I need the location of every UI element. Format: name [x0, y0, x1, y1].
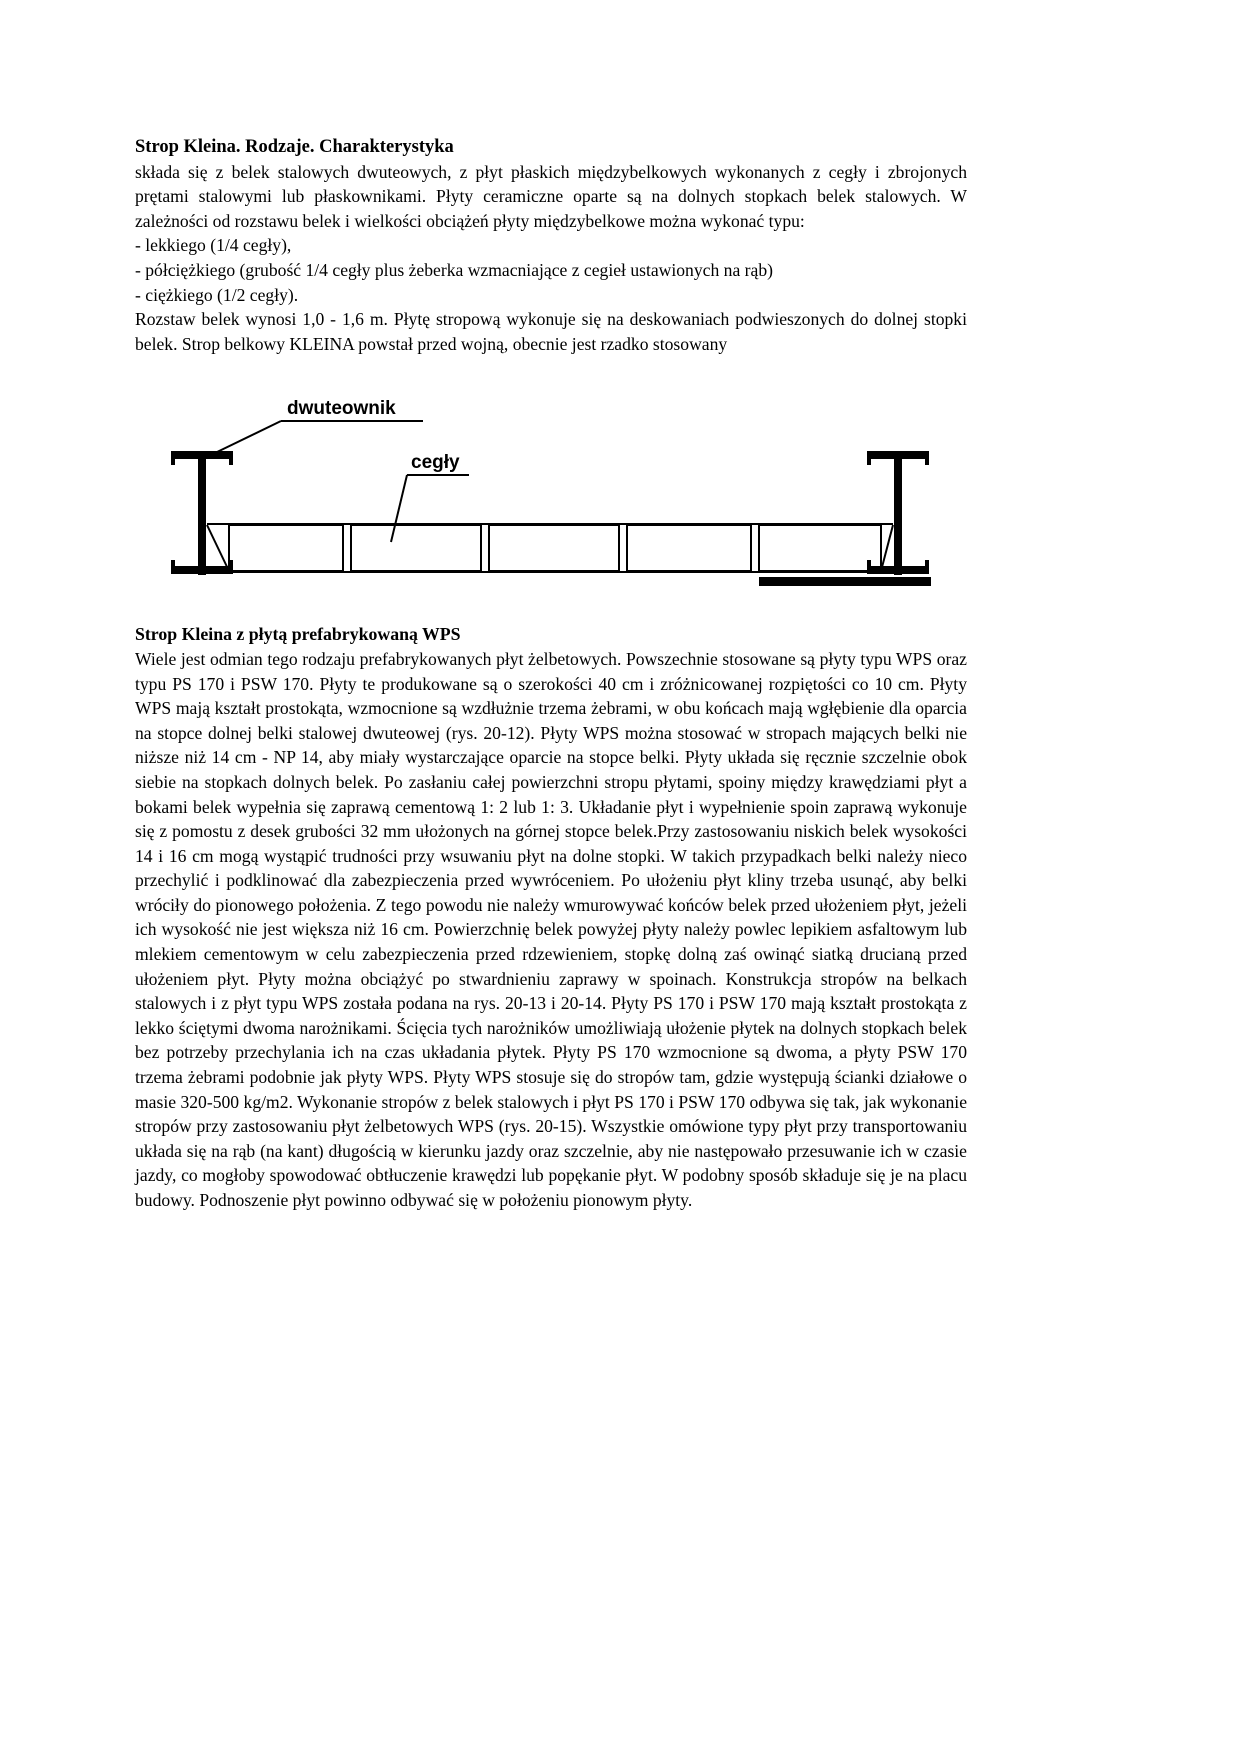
list-item: - półciężkiego (grubość 1/4 cegły plus żeberka wzmacniające z cegieł ustawionych na rąb) [135, 259, 773, 280]
brick [489, 525, 619, 571]
brick [351, 525, 481, 571]
brick [627, 525, 751, 571]
brick [759, 525, 881, 571]
document-page [135, 135, 967, 1213]
i-beam-right [867, 451, 929, 575]
brick [229, 525, 343, 571]
label-cegly: cegły [411, 452, 460, 474]
klein-floor-diagram [165, 394, 935, 596]
document-title: Strop Kleina. Rodzaje. Charakterystyka [135, 137, 454, 157]
leader-line-bricks [391, 475, 407, 542]
i-beam-left [171, 451, 233, 575]
klein-floor-diagram-svg [165, 394, 935, 596]
figure-labels [215, 398, 469, 542]
section-heading-wps: Strop Kleina z płytą prefabrykowaną WPS [135, 624, 461, 645]
outro-paragraph: Rozstaw belek wynosi 1,0 - 1,6 m. Płytę stropową wykonuje się na deskowaniach podwieszonych do dolnej stopki belek. Strop belkowy KLEINA powstał przed wojną, obecnie jest rzadko stosowany [135, 309, 967, 354]
brick-bevel-right [881, 525, 893, 571]
brick-plate-row [207, 524, 931, 586]
label-dwuteownik: dwuteownik [287, 398, 396, 420]
brick-bevel-left [207, 525, 229, 571]
bottom-flange-bar [759, 577, 931, 586]
type-list [135, 233, 967, 307]
leader-line-beam [215, 421, 281, 453]
list-item: - lekkiego (1/4 cegły), [135, 235, 292, 256]
wps-paragraph: Wiele jest odmian tego rodzaju prefabrykowanych płyt żelbetowych. Powszechnie stosowane są płyty typu WPS oraz typu PS 170 i PSW 170. Płyty te produkowane są o szerokości 40 cm i zróżnicowanej rozpiętości co 10 cm. Płyty WPS mają kształt prostokąta, wzmocnione są wzdłużnie trzema żebrami, w obu końcach mają wgłębienie dla oparcia na stopce dolnej belki stalowej dwuteowej (rys. 20-12). Płyty WPS można stosować w stropach mających belki nie niższe niż 14 cm - NP 14, aby miały wystarczające oparcie na stopce belki. Płyty układa się ręcznie szczelnie obok siebie na stopkach dolnych belek. Po zasłaniu całej powierzchni stropu płytami, spoiny między krawędziami płyt a bokami belek wypełnia się zaprawą cementową 1: 2 lub 1: 3. Układanie płyt i wypełnienie spoin zaprawą wykonuje się z pomostu z desek grubości 32 mm ułożonych na górnej stopce belek.Przy zastosowaniu niskich belek wysokości 14 i 16 cm mogą wystąpić trudności przy wsuwaniu płyt na dolne stopki. W takich przypadkach belki należy nieco przechylić i podklinować dla zabezpieczenia przed wywróceniem. Po ułożeniu płyt kliny trzeba usunąć, aby belki wróciły do pionowego położenia. Z tego powodu nie należy wmurowywać końców belek przed ułożeniem płyt, jeżeli ich wysokość nie jest większa niż 16 cm. Powierzchnię belek powyżej płyty należy powlec lepikiem asfaltowym lub mlekiem cementowym w celu zabezpieczenia przed rdzewieniem, stopkę dolną zaś owinąć siatką drucianą przed ułożeniem płyt. Płyty można obciążyć po stwardnieniu zaprawy w spoinach. Konstrukcja stropów na belkach stalowych i z płyt typu WPS została podana na rys. 20-13 i 20-14. Płyty PS 170 i PSW 170 mają kształt prostokąta z lekko ściętymi dwoma narożnikami. Ścięcia tych narożników umożliwiają ułożenie płytek na dolnych stopkach belek bez potrzeby przechylania ich na czas układania płytek. Płyty PS 170 wzmocnione są dwoma, a płyty PSW 170 trzema żebrami podobnie jak płyty WPS. Płyty WPS stosuje się do stropów tam, gdzie występują ścianki działowe o masie 320-500 kg/m2. Wykonanie stropów z belek stalowych i płyt PS 170 i PSW 170 odbywa się tak, jak wykonanie stropów przy zastosowaniu płyt żelbetowych WPS (rys. 20-15). Wszystkie omówione typy płyt przy transportowaniu układa się na rąb (na kant) długością w kierunku jazdy oraz szczelnie, aby nie następowało przesuwanie ich w czasie jazdy, co mogłoby spowodować obtłuczenie krawędzi lub popękanie płyt. W podobny sposób składuje się je na placu budowy. Podnoszenie płyt powinno odbywać się w położeniu pionowym płyty. [135, 648, 967, 1210]
intro-paragraph: składa się z belek stalowych dwuteowych, z płyt płaskich międzybelkowych wykonanych z cegły i zbrojonych prętami stalowymi lub płaskownikami. Płyty ceramiczne oparte są na dolnych stopkach belek stalowych. W zależności od rozstawu belek i wielkości obciążeń płyty międzybelkowe można wykonać typu: [135, 161, 967, 231]
list-item: - ciężkiego (1/2 cegły). [135, 284, 299, 305]
